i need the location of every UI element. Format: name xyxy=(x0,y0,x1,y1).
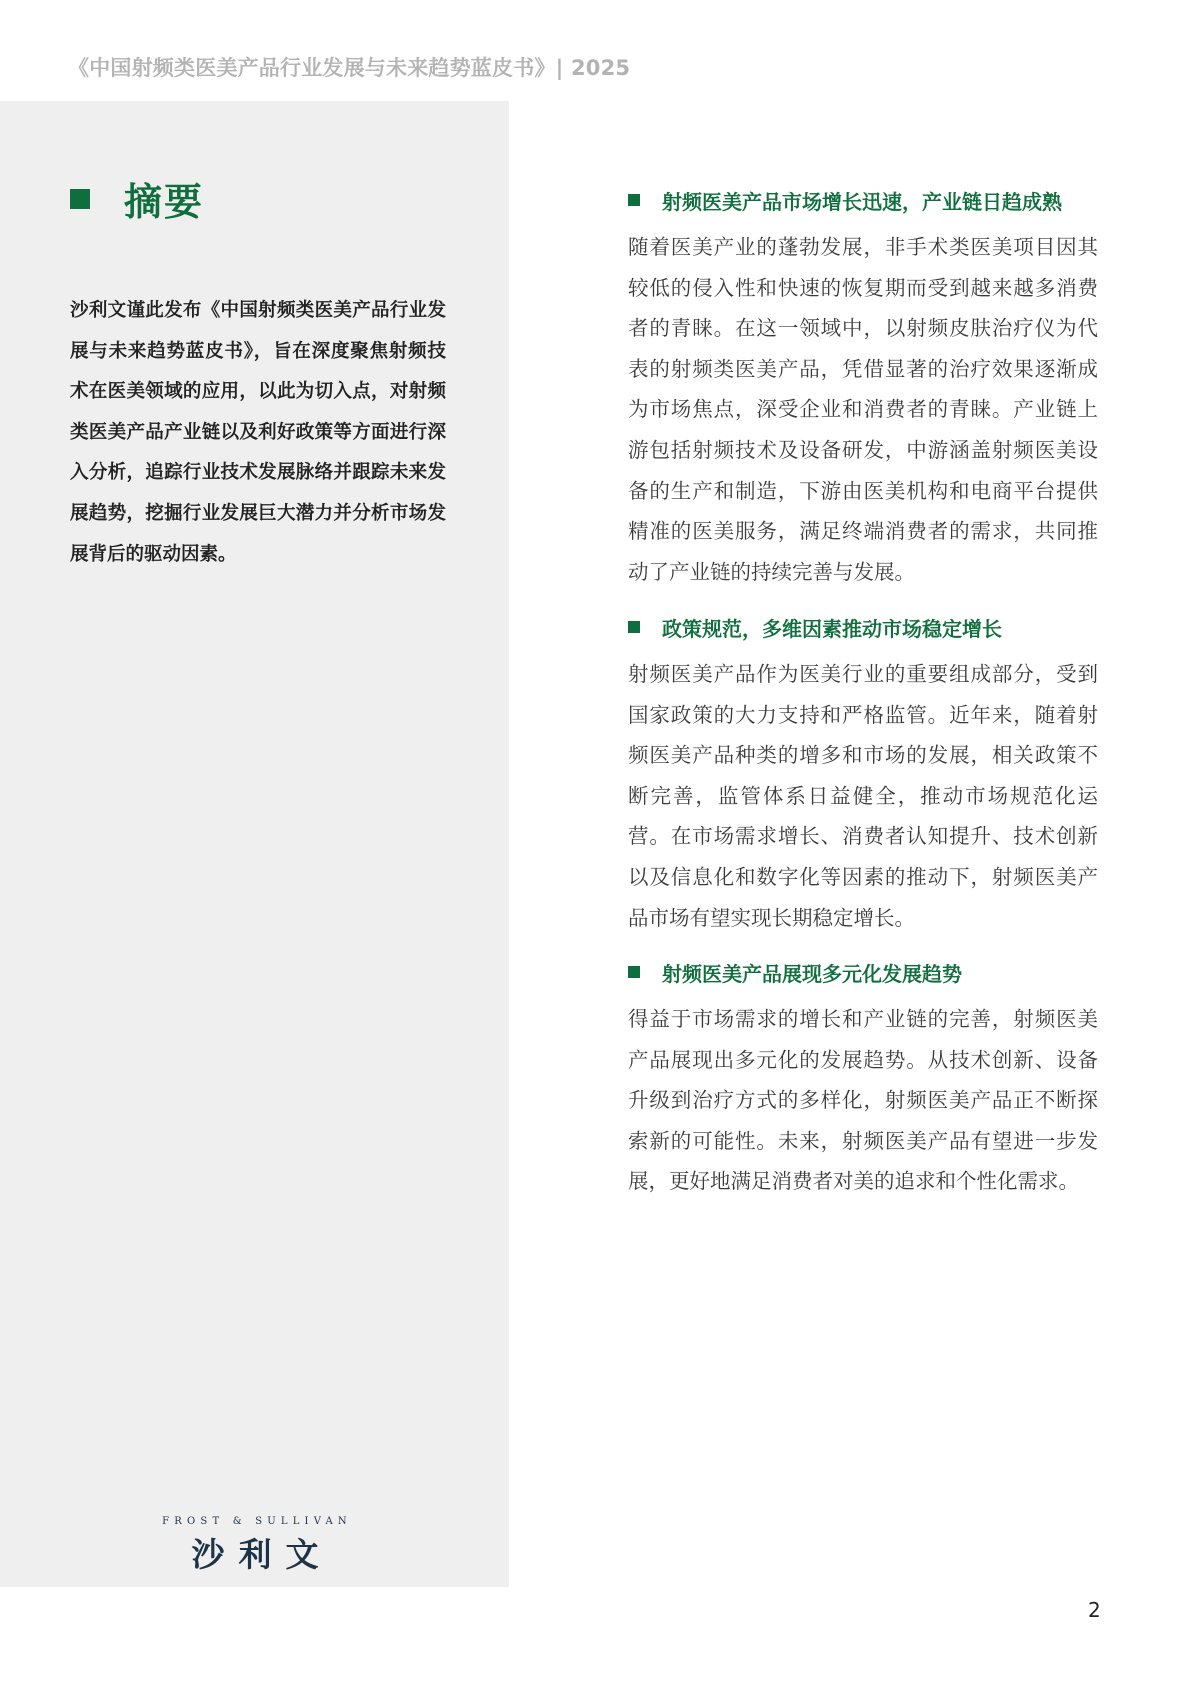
square-bullet-icon xyxy=(628,621,640,633)
abstract-body: 沙利文谨此发布《中国射频类医美产品行业发展与未来趋势蓝皮书》，旨在深度聚焦射频技术在医美领域的应用，以此为切入点，对射频类医美产品产业链以及利好政策等方面进行深入分析，追踪行业技术发展脉络并跟踪未来发展趋势，挖掘行业发展巨大潜力并分析市场发展背后的驱动因素。 xyxy=(70,300,446,565)
frost-sullivan-logo xyxy=(162,1516,352,1576)
square-bullet-icon xyxy=(628,194,640,206)
section-body: 随着医美产业的蓬勃发展，非手术类医美项目因其较低的侵入性和快速的恢复期而受到越来越多消费者的青睐。在这一领域中，以射频皮肤治疗仪为代表的射频类医美产品，凭借显著的治疗效果逐渐成为市场焦点，深受企业和消费者的青睐。产业链上游包括射频技术及设备研发，中游涵盖射频医美设备的生产和制造，下游由医美机构和电商平台提供精准的医美服务，满足终端消费者的需求，共同推动了产业链的持续完善与发展。 xyxy=(628,235,1098,584)
square-bullet-icon xyxy=(70,189,90,209)
logo-chinese-text: 沙利文 xyxy=(191,1535,333,1574)
abstract-panel xyxy=(0,101,509,1587)
section-heading xyxy=(628,957,1098,987)
section-body: 得益于市场需求的增长和产业链的完善，射频医美产品展现出多元化的发展趋势。从技术创新、设备升级到治疗方式的多样化，射频医美产品正不断探索新的可能性。未来，射频医美产品有望进一步发展，更好地满足消费者对美的追求和个性化需求。 xyxy=(628,1007,1098,1194)
section-title: 政策规范，多维因素推动市场稳定增长 xyxy=(662,616,1002,641)
report-header-title: 《中国射频类医美产品行业发展与未来趋势蓝皮书》| 2025 xyxy=(68,56,631,80)
section-body: 射频医美产品作为医美行业的重要组成部分，受到国家政策的大力支持和严格监管。近年来，随着射频医美产品种类的增多和市场的发展，相关政策不断完善，监管体系日益健全，推动市场规范化运营。在市场需求增长、消费者认知提升、技术创新以及信息化和数字化等因素的推动下，射频医美产品市场有望实现长期稳定增长。 xyxy=(628,662,1098,930)
section-heading xyxy=(628,185,1098,215)
section-heading xyxy=(628,612,1098,642)
abstract-title: 摘要 xyxy=(124,180,205,224)
abstract-heading xyxy=(70,171,204,226)
square-bullet-icon xyxy=(628,966,640,978)
section-title: 射频医美产品市场增长迅速，产业链日趋成熟 xyxy=(662,189,1062,214)
section-title: 射频医美产品展现多元化发展趋势 xyxy=(662,961,962,986)
section-policy xyxy=(628,612,1098,938)
logo-english-text: FROST & SULLIVAN xyxy=(162,1516,352,1527)
section-diversification xyxy=(628,957,1098,1202)
section-market-growth xyxy=(628,185,1098,592)
page-number: 2 xyxy=(1088,1598,1101,1622)
